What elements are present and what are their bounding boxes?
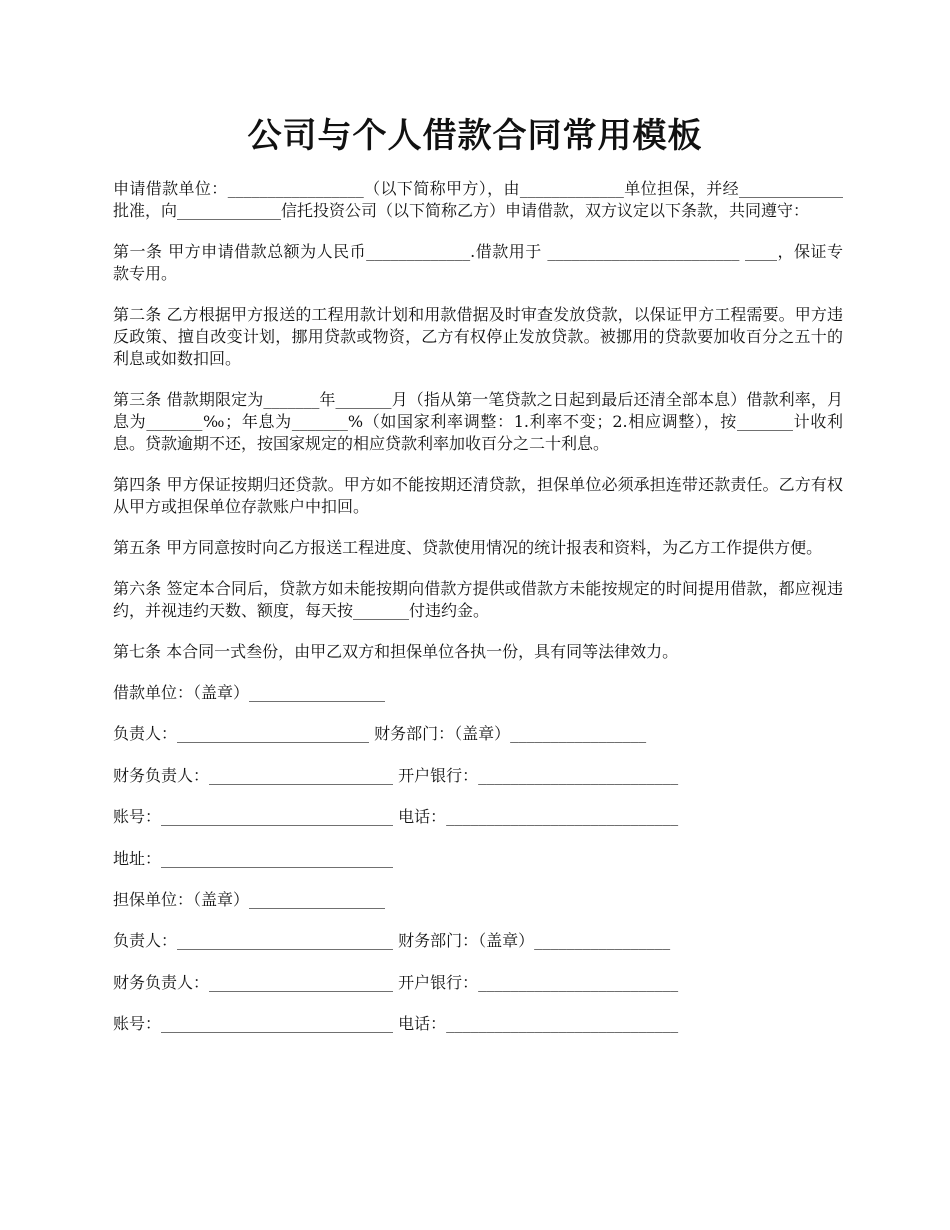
article-6: 第六条 签定本合同后，贷款方如未能按期向借款方提供或借款方未能按规定的时间提用借款，都应视违约，并视违约天数、额度，每天按_______付违约金。	[113, 579, 843, 620]
borrower-account-line: 账号：_____________________________ 电话：_____________________________	[113, 807, 679, 827]
guarantor-finance-line: 财务负责人：_______________________ 开户银行：_________________________	[113, 972, 679, 992]
article-5: 第五条 甲方同意按时向乙方报送工程进度、贷款使用情况的统计报表和资料，为乙方工作提供方便。	[113, 538, 823, 557]
guarantor-account-line: 账号：_____________________________ 电话：_____________________________	[113, 1014, 679, 1034]
intro-paragraph: 申请借款单位：_________________（以下简称甲方），由_____________单位担保，并经_____________批准，向_____________信托投资公司（以下简称乙方）申请借款，双方议定以下条款，共同遵守：	[113, 179, 843, 220]
article-3: 第三条 借款期限定为_______年_______月（指从第一笔贷款之日起到最后还清全部本息）借款利率，月息为_______‰；年息为_______%（如国家利率调整：1.利率不变；2.相应调整），按_______计收利息。贷款逾期不还，按国家规定的相应贷款利率加收百分之二十利息。	[113, 390, 843, 453]
borrower-responsible-line: 负责人：________________________ 财务部门：（盖章）_________________	[113, 724, 647, 744]
article-7: 第七条 本合同一式叁份，由甲乙双方和担保单位各执一份，具有同等法律效力。	[113, 642, 679, 661]
article-2: 第二条 乙方根据甲方报送的工程用款计划和用款借据及时审查发放贷款，以保证甲方工程需要。甲方违反政策、擅自改变计划，挪用贷款或物资，乙方有权停止发放贷款。被挪用的贷款要加收百分之五十的利息或如数扣回。	[113, 305, 843, 368]
guarantor-responsible-line: 负责人：___________________________ 财务部门：（盖章）_________________	[113, 931, 671, 951]
guarantor-unit-line: 担保单位：（盖章）_________________	[113, 889, 386, 909]
document-title: 公司与个人借款合同常用模板	[247, 116, 703, 156]
document-body	[113, 178, 843, 1055]
borrower-unit-line: 借款单位：（盖章）_________________	[113, 683, 386, 702]
borrower-address-line: 地址：_____________________________	[113, 848, 394, 868]
article-4: 第四条 甲方保证按期归还贷款。甲方如不能按期还清贷款，担保单位必须承担连带还款责任。乙方有权从甲方或担保单位存款账户中扣回。	[113, 475, 843, 516]
borrower-finance-line: 财务负责人：_______________________ 开户银行：_________________________	[113, 765, 679, 785]
article-1: 第一条 甲方申请借款总额为人民币_____________.借款用于 ________________________ ____，保证专款专用。	[113, 242, 843, 283]
